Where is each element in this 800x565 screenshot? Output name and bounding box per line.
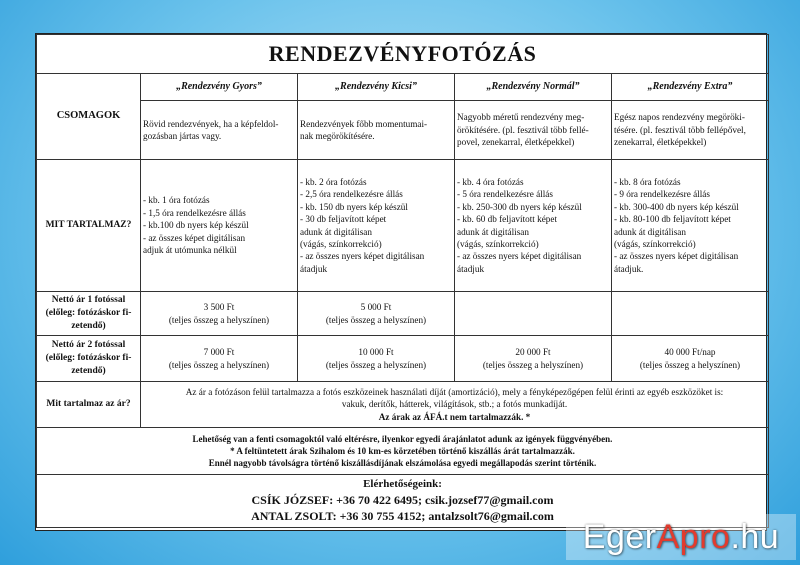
package-name-extra: „Rendezvény Extra” — [612, 74, 769, 101]
includes-label: Mit tartalmaz az ár? — [37, 382, 141, 428]
package-description-extra: Egész napos rendezvény megöröki- tésére. (pl. fesztivál több fellépővel, zenekarral, életképekkel) — [612, 101, 769, 160]
price-1-kicsi: 5 000 Ft (teljes összeg a helyszínen) — [298, 292, 455, 336]
price-1-normal — [455, 292, 612, 336]
package-contents-kicsi: - kb. 2 óra fotózás - 2,5 óra rendelkezésre állás - kb. 150 db nyers kép készül - 30 db feljavított képet adunk át digitálisan (vágás, színkorrekció) - az összes nyers képet digitálisan átadjuk — [298, 160, 455, 292]
package-description-gyors: Rövid rendezvények, ha a képfeldol- gozásban jártas vagy. — [141, 101, 298, 160]
package-contents-gyors: - kb. 1 óra fotózás - 1,5 óra rendelkezésre állás - kb.100 db nyers kép készül - az összes képet digitálisan adjuk át utómunka nélkül — [141, 160, 298, 292]
price-2-label: Nettó ár 2 fotóssal (előleg: fotózáskor fi- zetendő) — [37, 336, 141, 382]
contact-heading: Elérhetőségeink: — [363, 478, 442, 491]
price-2-kicsi: 10 000 Ft (teljes összeg a helyszínen) — [298, 336, 455, 382]
price-2-normal: 20 000 Ft (teljes összeg a helyszínen) — [455, 336, 612, 382]
price-1-gyors: 3 500 Ft (teljes összeg a helyszínen) — [141, 292, 298, 336]
package-name-normal: „Rendezvény Normál” — [455, 74, 612, 101]
price-table — [36, 34, 769, 528]
price-2-extra: 40 000 Ft/nap (teljes összeg a helyszínen) — [612, 336, 769, 382]
contact-line-csik: CSÍK JÓZSEF: +36 70 422 6495; csik.jozsef77@gmail.com — [251, 493, 554, 508]
egerapro-watermark: Eger Apro .hu — [566, 514, 796, 560]
contents-label: MIT TARTALMAZ? — [37, 160, 141, 292]
page-title: RENDEZVÉNYFOTÓZÁS — [37, 35, 769, 74]
package-name-gyors: „Rendezvény Gyors” — [141, 74, 298, 101]
package-description-normal: Nagyobb méretű rendezvény meg- örökítésére. (pl. fesztivál több fellé- povel, zenekarral, életképekkel) — [455, 101, 612, 160]
package-description-kicsi: Rendezvények főbb momentumai- nak megörökítésére. — [298, 101, 455, 160]
package-name-kicsi: „Rendezvény Kicsi” — [298, 74, 455, 101]
package-contents-extra: - kb. 8 óra fotózás - 9 óra rendelkezésre állás - kb. 300-400 db nyers kép készül - kb. 80-100 db feljavított képet adunk át digitálisan (vágás, színkorrekció) - az összes nyers képet digitálisan átadjuk. — [612, 160, 769, 292]
includes-text: Az ár a fotózáson felül tartalmazza a fotós eszközeinek használati díját (amortizáció), mely a fényképezőgépen felül érinti az egyéb eszközöket is: vakuk, derítők, hátterek, világítások, stb.; a fotós munkadíját. Az árak az ÁFÁ.t nem tartalmazzák. * — [141, 382, 769, 428]
price-1-extra — [612, 292, 769, 336]
price-2-gyors: 7 000 Ft (teljes összeg a helyszínen) — [141, 336, 298, 382]
contact-line-antal: ANTAL ZSOLT: +36 30 755 4152; antalzsolt76@gmail.com — [251, 509, 554, 524]
packages-label: CSOMAGOK — [37, 74, 141, 160]
price-list-card — [35, 33, 767, 531]
package-contents-normal: - kb. 4 óra fotózás - 5 óra rendelkezésre állás - kb. 250-300 db nyers kép készül - kb. 60 db feljavított képet adunk át digitálisan (vágás, színkorrekció) - az összes nyers képet digitálisan átadjuk — [455, 160, 612, 292]
price-1-label: Nettó ár 1 fotóssal (előleg: fotózáskor fi- zetendő) — [37, 292, 141, 336]
notes-block: Lehetőség van a fenti csomagoktól való eltérésre, ilyenkor egyedi árajánlatot adunk az igények függvényében. * A feltüntetett árak Szihalom és 10 km-es körzetében történő kiszállás árát tartalmazzák. Ennél nagyobb távolságra történő kiszállásdíjának elszámolása egyedi megállapodás szerint történik. — [37, 428, 769, 475]
